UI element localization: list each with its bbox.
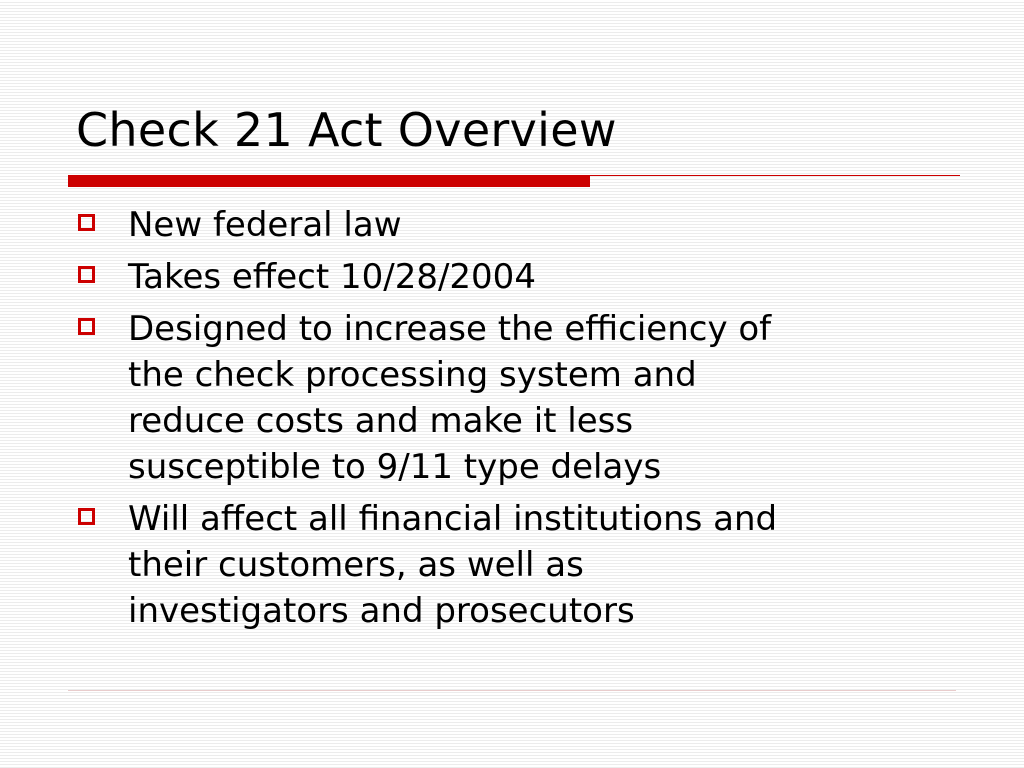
bullet-text: investigators and prosecutors xyxy=(128,591,635,631)
hollow-square-icon xyxy=(78,318,95,335)
bullet-text: their customers, as well as xyxy=(128,545,584,585)
slide-title: Check 21 Act Overview xyxy=(76,103,617,157)
bullet-text: Will affect all financial institutions and xyxy=(128,499,778,539)
bullet-text: Takes effect 10/28/2004 xyxy=(128,257,536,297)
title-underline-bar xyxy=(68,175,590,187)
bullet-item xyxy=(78,254,978,300)
bullet-text: the check processing system and xyxy=(128,355,697,395)
bullet-text: reduce costs and make it less xyxy=(128,401,634,441)
bullet-item xyxy=(78,306,978,490)
bullet-item xyxy=(78,496,978,634)
hollow-square-icon xyxy=(78,266,95,283)
bullet-text: New federal law xyxy=(128,205,402,245)
bullet-list xyxy=(78,202,978,640)
bullet-item xyxy=(78,202,978,248)
bullet-text: Designed to increase the efficiency of xyxy=(128,309,772,349)
hollow-square-icon xyxy=(78,508,95,525)
bullet-text: susceptible to 9/11 type delays xyxy=(128,447,662,487)
footer-divider xyxy=(68,690,956,691)
hollow-square-icon xyxy=(78,214,95,231)
title-underline-line xyxy=(590,175,960,176)
